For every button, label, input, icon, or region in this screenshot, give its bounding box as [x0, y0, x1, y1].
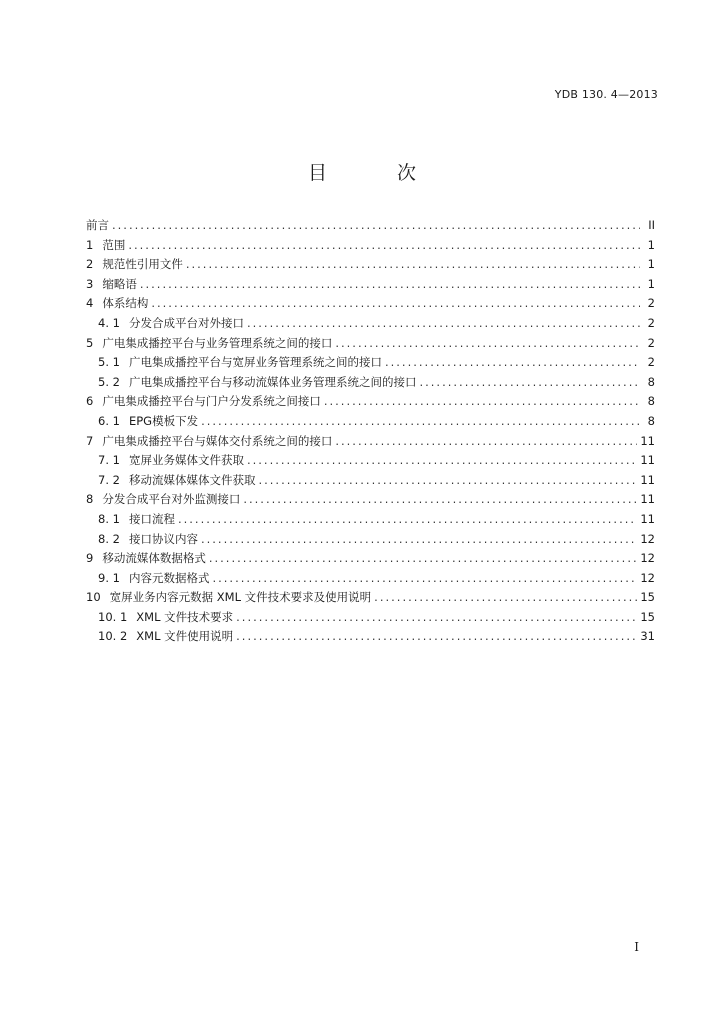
toc-leader-dots	[151, 296, 640, 310]
toc-entry-number: 7	[86, 433, 94, 448]
toc-entry-number: 10	[86, 590, 101, 605]
toc-entry-number: 7. 2	[98, 472, 120, 487]
toc-entry[interactable]	[86, 335, 655, 355]
toc-leader-dots	[186, 257, 640, 271]
toc-leader-dots	[201, 414, 640, 428]
toc-entry[interactable]	[86, 295, 655, 315]
toc-leader-dots	[247, 316, 640, 330]
toc-entry-page: 31	[640, 629, 655, 644]
toc-leader-dots	[178, 512, 637, 526]
toc-entry-page: 11	[640, 511, 655, 526]
toc-entry-page: 2	[647, 335, 655, 350]
toc-entry-title: 广电集成播控平台与业务管理系统之间的接口	[102, 335, 333, 350]
toc-entry-title: 广电集成播控平台与移动流媒体业务管理系统之间的接口	[128, 374, 417, 389]
toc-entry-page: 8	[647, 394, 655, 409]
toc-entry-title: 宽屏业务内容元数据 XML 文件技术要求及使用说明	[109, 590, 372, 605]
toc-entry-page: 11	[640, 433, 655, 448]
toc-entry[interactable]	[86, 628, 655, 648]
toc-entry-title: 体系结构	[102, 296, 149, 311]
toc-entry-title: 接口协议内容	[128, 531, 198, 546]
toc-entry-number: 6	[86, 394, 94, 409]
toc-entry-number: 8	[86, 492, 94, 507]
toc-entry[interactable]	[86, 354, 655, 374]
toc-entry[interactable]	[86, 433, 655, 453]
toc-entry-page: 15	[640, 609, 655, 624]
toc-entry-title: EPG模板下发	[128, 413, 199, 428]
toc-leader-dots	[419, 375, 640, 389]
toc-entry-number: 5	[86, 335, 94, 350]
page-number: I	[634, 940, 639, 954]
toc-leader-dots	[201, 532, 637, 546]
toc-leader-dots	[236, 610, 637, 624]
toc-entry-page: 12	[640, 531, 655, 546]
toc-entry-number: 2	[86, 257, 94, 272]
toc-entry-page: 12	[640, 551, 655, 566]
toc-entry-title: 移动流媒体媒体文件获取	[128, 472, 256, 487]
toc-leader-dots	[335, 434, 637, 448]
toc-entry-number: 3	[86, 276, 94, 291]
toc-entry-page: 2	[647, 296, 655, 311]
toc-leader-dots	[385, 355, 640, 369]
toc-entry-page: 15	[640, 590, 655, 605]
toc-leader-dots	[247, 453, 637, 467]
toc-entry-number: 10. 2	[98, 629, 128, 644]
toc-entry-title: 规范性引用文件	[102, 257, 183, 272]
toc-entry[interactable]	[86, 276, 655, 296]
toc-entry-number: 8. 2	[98, 531, 120, 546]
toc-entry[interactable]	[86, 570, 655, 590]
toc-entry-page: 8	[647, 374, 655, 389]
toc-title: 目 次	[307, 162, 449, 184]
toc-entry-title: XML 文件使用说明	[136, 629, 234, 644]
table-of-contents	[86, 217, 655, 648]
toc-entry[interactable]	[86, 511, 655, 531]
toc-leader-dots	[335, 336, 640, 350]
toc-entry-page: 2	[647, 355, 655, 370]
toc-leader-dots	[209, 551, 638, 565]
toc-entry-title: 接口流程	[128, 511, 175, 526]
toc-leader-dots	[112, 218, 640, 232]
toc-entry[interactable]	[86, 393, 655, 413]
toc-entry-number: 6. 1	[98, 413, 120, 428]
toc-leader-dots	[236, 629, 637, 643]
toc-entry-title: 分发合成平台对外接口	[128, 315, 244, 330]
toc-entry[interactable]	[86, 491, 655, 511]
toc-entry[interactable]	[86, 237, 655, 257]
toc-entry-title: 内容元数据格式	[128, 570, 210, 585]
toc-leader-dots	[324, 394, 640, 408]
toc-entry-page: II	[648, 218, 655, 232]
toc-entry-number: 5. 1	[98, 355, 120, 370]
toc-leader-dots	[212, 571, 637, 585]
toc-entry[interactable]	[86, 217, 655, 237]
standard-code: YDB 130. 4—2013	[554, 88, 658, 101]
toc-entry-title: 范围	[102, 237, 126, 252]
toc-entry-title: 广电集成播控平台与宽屏业务管理系统之间的接口	[128, 355, 382, 370]
toc-entry-number: 9	[86, 551, 94, 566]
toc-entry-page: 11	[640, 492, 655, 507]
toc-entry[interactable]	[86, 256, 655, 276]
toc-entry[interactable]	[86, 452, 655, 472]
toc-entry[interactable]	[86, 374, 655, 394]
toc-entry-title: 广电集成播控平台与门户分发系统之间接口	[102, 394, 321, 409]
toc-entry-page: 11	[640, 472, 655, 487]
toc-entry-title: 缩略语	[102, 276, 137, 291]
toc-entry-number: 1	[86, 237, 94, 252]
toc-entry-page: 1	[647, 257, 655, 272]
toc-entry[interactable]	[86, 413, 655, 433]
toc-entry[interactable]	[86, 531, 655, 551]
toc-entry-title: 移动流媒体数据格式	[102, 551, 206, 566]
toc-entry[interactable]	[86, 609, 655, 629]
toc-entry[interactable]	[86, 472, 655, 492]
toc-entry-title: 分发合成平台对外监测接口	[102, 492, 241, 507]
toc-entry-page: 2	[647, 315, 655, 330]
toc-entry-title: XML 文件技术要求	[136, 609, 234, 624]
toc-entry[interactable]	[86, 589, 655, 609]
toc-entry[interactable]	[86, 315, 655, 335]
toc-leader-dots	[140, 277, 640, 291]
toc-entry-number: 9. 1	[98, 570, 120, 585]
toc-entry-page: 1	[647, 276, 655, 291]
toc-leader-dots	[128, 238, 640, 252]
toc-entry-page: 1	[647, 237, 655, 252]
toc-leader-dots	[243, 492, 637, 506]
toc-entry-page: 12	[640, 570, 655, 585]
toc-entry[interactable]	[86, 550, 655, 570]
toc-entry-number: 5. 2	[98, 374, 120, 389]
toc-entry-title: 广电集成播控平台与媒体交付系统之间的接口	[102, 433, 333, 448]
toc-entry-number: 10. 1	[98, 609, 128, 624]
toc-entry-title: 前言	[86, 218, 109, 232]
toc-leader-dots	[258, 473, 637, 487]
toc-entry-title: 宽屏业务媒体文件获取	[128, 453, 244, 468]
toc-leader-dots	[374, 590, 637, 604]
toc-entry-number: 4	[86, 296, 94, 311]
toc-entry-number: 7. 1	[98, 453, 120, 468]
toc-entry-number: 4. 1	[98, 315, 120, 330]
toc-entry-page: 8	[647, 413, 655, 428]
toc-entry-number: 8. 1	[98, 511, 120, 526]
toc-entry-page: 11	[640, 453, 655, 468]
